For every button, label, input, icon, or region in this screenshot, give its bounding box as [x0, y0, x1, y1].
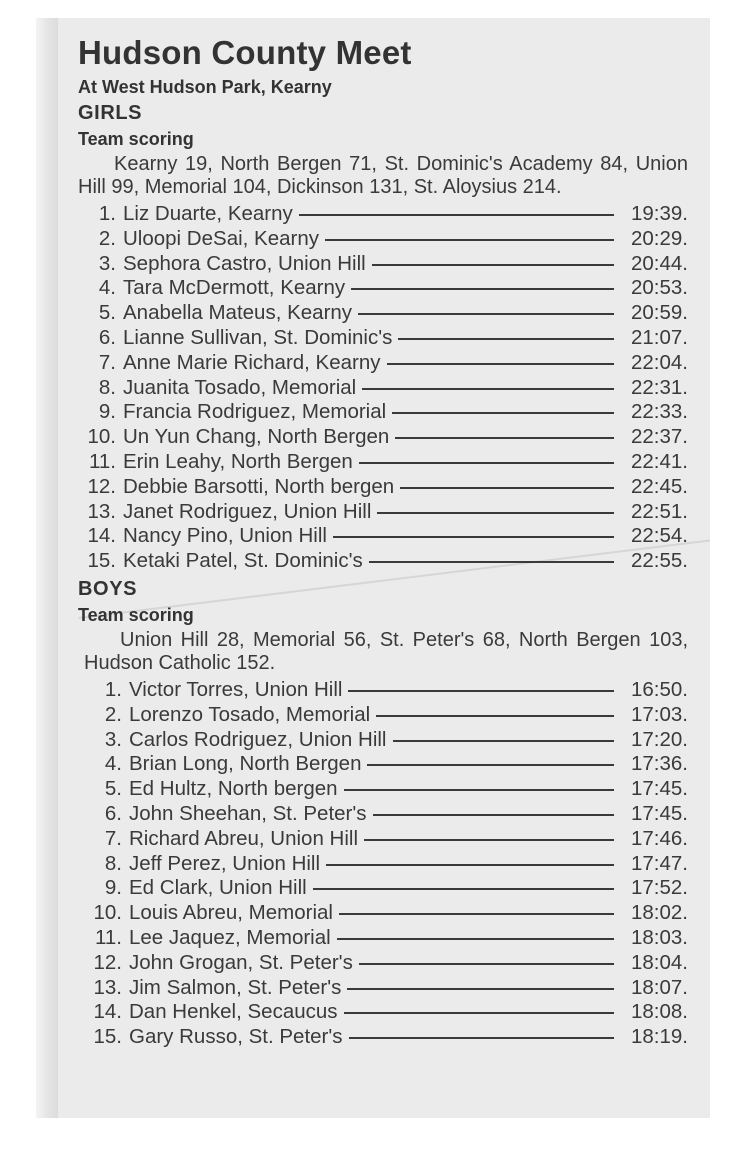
result-place: 6. [98, 325, 116, 349]
finish-time: 22:04. [631, 350, 688, 374]
runner-name: Janet Rodriguez, Union Hill [123, 499, 372, 523]
leader-line [325, 239, 614, 241]
leader-line [377, 512, 614, 514]
result-place: 5. [98, 301, 116, 325]
finish-time: 20:59. [631, 301, 688, 325]
leader-line [351, 288, 614, 290]
location-subhead: At West Hudson Park, Kearny [78, 77, 332, 97]
result-place: 5. [104, 777, 122, 801]
finish-time: 17:47. [631, 851, 688, 875]
result-place: 13. [87, 499, 116, 523]
boys-team-scoring-label: Team scoring [78, 604, 194, 625]
result-place: 9. [104, 876, 122, 900]
finish-time: 20:29. [631, 226, 688, 250]
finish-time: 19:39. [631, 202, 688, 225]
result-place: 14. [87, 524, 116, 548]
runner-name: John Sheehan, St. Peter's [129, 801, 367, 825]
leader-line [400, 487, 614, 489]
result-row [78, 326, 688, 351]
result-row [78, 475, 688, 500]
leader-line [348, 690, 614, 692]
finish-time: 22:55. [631, 549, 688, 573]
runner-name: Francia Rodriguez, Memorial [123, 400, 387, 424]
result-row [84, 703, 688, 728]
result-row [78, 227, 688, 252]
runner-name: Tara McDermott, Kearny [123, 276, 346, 300]
runner-name: Juanita Tosado, Memorial [123, 375, 357, 399]
finish-time: 20:53. [631, 276, 688, 300]
finish-time: 18:19. [631, 1025, 688, 1049]
finish-time: 18:08. [631, 1000, 688, 1024]
boys-results-list [84, 678, 688, 1050]
result-row [84, 926, 688, 951]
result-place: 15. [93, 1025, 122, 1049]
result-place: 13. [93, 975, 122, 999]
boys-heading: BOYS [78, 577, 138, 600]
result-place: 3. [98, 251, 116, 275]
runner-name: Lee Jaquez, Memorial [129, 925, 331, 949]
finish-time: 20:44. [631, 251, 688, 275]
runner-name: Jeff Perez, Union Hill [129, 851, 321, 875]
result-place: 1. [104, 677, 122, 701]
result-place: 8. [98, 375, 116, 399]
leader-line [398, 338, 614, 340]
result-row [78, 524, 688, 549]
boys-section [78, 576, 688, 1050]
runner-name: Lianne Sullivan, St. Dominic's [123, 325, 393, 349]
runner-name: Brian Long, North Bergen [129, 752, 362, 776]
result-row [84, 1025, 688, 1050]
result-row [78, 450, 688, 475]
runner-name: Anabella Mateus, Kearny [123, 301, 353, 325]
result-row [78, 276, 688, 301]
headline: Hudson County Meet [78, 34, 412, 71]
finish-time: 18:04. [631, 950, 688, 974]
finish-time: 17:45. [631, 777, 688, 801]
runner-name: Ketaki Patel, St. Dominic's [123, 549, 363, 573]
leader-line [395, 437, 614, 439]
result-place: 10. [93, 901, 122, 925]
result-place: 14. [93, 1000, 122, 1024]
leader-line [349, 1037, 614, 1039]
result-row [78, 301, 688, 326]
result-place: 12. [87, 474, 116, 498]
runner-name: John Grogan, St. Peter's [129, 950, 353, 974]
result-place: 6. [104, 801, 122, 825]
result-row [78, 202, 688, 227]
girls-heading: GIRLS [78, 102, 143, 124]
result-row [84, 852, 688, 877]
leader-line [299, 214, 614, 216]
leader-line [333, 536, 614, 538]
result-row [84, 802, 688, 827]
finish-time: 22:45. [631, 474, 688, 498]
leader-line [372, 264, 614, 266]
result-row [84, 951, 688, 976]
finish-time: 22:54. [631, 524, 688, 548]
result-row [84, 901, 688, 926]
finish-time: 17:45. [631, 801, 688, 825]
leader-line [359, 462, 614, 464]
result-row [78, 351, 688, 376]
runner-name: Debbie Barsotti, North bergen [123, 474, 395, 498]
result-row [78, 500, 688, 525]
result-place: 7. [104, 826, 122, 850]
runner-name: Jim Salmon, St. Peter's [129, 975, 342, 999]
runner-name: Sephora Castro, Union Hill [123, 251, 366, 275]
result-place: 11. [89, 449, 116, 473]
girls-team-scoring: Kearny 19, North Bergen 71, St. Dominic's Academy 84, Union Hill 99, Memorial 104, Dickinson 131, St. Aloysius 214. [78, 153, 688, 198]
runner-name: Ed Clark, Union Hill [129, 876, 307, 900]
leader-line [393, 740, 615, 742]
result-place: 4. [98, 276, 116, 300]
result-row [78, 400, 688, 425]
runner-name: Anne Marie Richard, Kearny [123, 350, 381, 374]
result-row [78, 376, 688, 401]
result-place: 7. [98, 350, 116, 374]
finish-time: 17:20. [631, 727, 688, 751]
leader-line [339, 913, 614, 915]
finish-time: 22:33. [631, 400, 688, 424]
runner-name: Uloopi DeSai, Kearny [123, 226, 319, 250]
result-place: 3. [104, 727, 122, 751]
runner-name: Victor Torres, Union Hill [129, 677, 343, 701]
leader-line [387, 363, 614, 365]
leader-line [362, 388, 614, 390]
finish-time: 22:41. [631, 449, 688, 473]
newspaper-clipping [36, 18, 710, 1118]
leader-line [376, 715, 614, 717]
result-row [84, 728, 688, 753]
result-place: 4. [104, 752, 122, 776]
leader-line [392, 412, 614, 414]
finish-time: 18:02. [631, 901, 688, 925]
result-row [78, 252, 688, 277]
finish-time: 17:36. [631, 752, 688, 776]
finish-time: 22:31. [631, 375, 688, 399]
runner-name: Erin Leahy, North Bergen [123, 449, 353, 473]
runner-name: Dan Henkel, Secaucus [129, 1000, 338, 1024]
result-place: 2. [98, 226, 116, 250]
girls-team-scoring-label: Team scoring [78, 129, 194, 149]
runner-name: Liz Duarte, Kearny [123, 202, 293, 225]
runner-name: Louis Abreu, Memorial [129, 901, 333, 925]
leader-line [358, 313, 614, 315]
runner-name: Carlos Rodriguez, Union Hill [129, 727, 387, 751]
result-place: 8. [104, 851, 122, 875]
runner-name: Richard Abreu, Union Hill [129, 826, 359, 850]
result-row [84, 777, 688, 802]
clipping-edge [36, 18, 58, 1118]
runner-name: Gary Russo, St. Peter's [129, 1025, 343, 1049]
result-row [84, 752, 688, 777]
result-row [84, 827, 688, 852]
leader-line [373, 814, 614, 816]
finish-time: 18:07. [631, 975, 688, 999]
leader-line [364, 839, 614, 841]
finish-time: 21:07. [631, 325, 688, 349]
leader-line [337, 938, 614, 940]
leader-line [344, 789, 614, 791]
leader-line [313, 888, 614, 890]
finish-time: 17:46. [631, 826, 688, 850]
result-place: 11. [95, 925, 122, 949]
leader-line [344, 1012, 614, 1014]
leader-line [347, 988, 614, 990]
finish-time: 22:37. [631, 425, 688, 449]
leader-line [367, 764, 614, 766]
result-place: 1. [98, 202, 116, 225]
runner-name: Un Yun Chang, North Bergen [123, 425, 390, 449]
finish-time: 18:03. [631, 925, 688, 949]
result-place: 9. [98, 400, 116, 424]
finish-time: 17:52. [631, 876, 688, 900]
finish-time: 17:03. [631, 702, 688, 726]
boys-team-scoring: Union Hill 28, Memorial 56, St. Peter's 68, North Bergen 103, Hudson Catholic 152. [84, 628, 688, 674]
runner-name: Ed Hultz, North bergen [129, 777, 338, 801]
result-place: 10. [87, 425, 116, 449]
article [78, 32, 688, 1050]
result-row [84, 678, 688, 703]
runner-name: Nancy Pino, Union Hill [123, 524, 327, 548]
result-row [78, 549, 688, 574]
result-row [84, 1000, 688, 1025]
finish-time: 16:50. [631, 677, 688, 701]
result-place: 12. [93, 950, 122, 974]
result-row [84, 876, 688, 901]
leader-line [369, 561, 614, 563]
result-row [78, 425, 688, 450]
finish-time: 22:51. [631, 499, 688, 523]
result-row [84, 976, 688, 1001]
result-place: 15. [87, 549, 116, 573]
girls-results-list [78, 202, 688, 574]
leader-line [326, 864, 614, 866]
result-place: 2. [104, 702, 122, 726]
leader-line [359, 963, 614, 965]
girls-section [78, 100, 688, 574]
runner-name: Lorenzo Tosado, Memorial [129, 702, 371, 726]
